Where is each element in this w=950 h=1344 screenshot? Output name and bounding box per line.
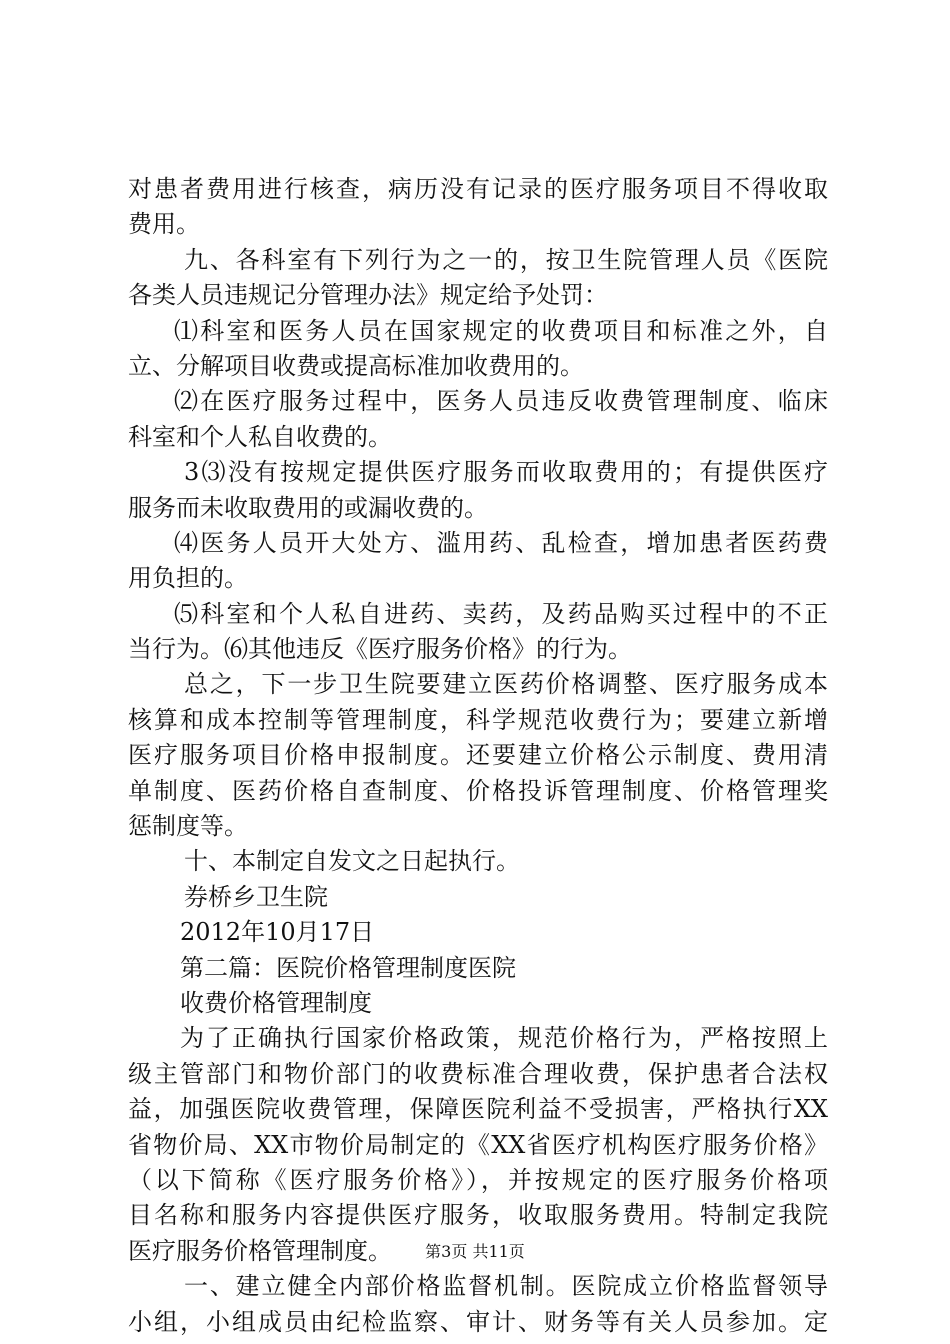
- text-line: 券桥乡卫生院: [184, 882, 328, 911]
- text-line: 一、建立健全内部价格监督机制。医院成立价格监督领导: [184, 1272, 828, 1301]
- text-line: 目名称和服务内容提供医疗服务，收取服务费用。特制定我院: [128, 1201, 828, 1230]
- text-line: 益，加强医院收费管理，保障医院利益不受损害，严格执行XX: [128, 1095, 828, 1124]
- text-line: 十、本制定自发文之日起执行。: [184, 847, 520, 876]
- text-line: 对患者费用进行核查，病历没有记录的医疗服务项目不得收取: [128, 175, 828, 203]
- text-line: 总之，下一步卫生院要建立医药价格调整、医疗服务成本: [184, 670, 828, 699]
- text-line: 各类人员违规记分管理办法》规定给予处罚：: [128, 281, 608, 310]
- text-line: 费用。: [128, 210, 200, 239]
- text-line: 惩制度等。: [128, 812, 248, 841]
- text-line: 九、各科室有下列行为之一的，按卫生院管理人员《医院: [184, 245, 828, 274]
- text-line: 用负担的。: [128, 564, 248, 593]
- text-line: 第二篇：医院价格管理制度医院: [180, 953, 516, 982]
- text-line: 医疗服务项目价格申报制度。还要建立价格公示制度、费用清: [128, 741, 828, 770]
- page-footer: 第3页 共11页: [425, 1242, 525, 1261]
- text-line: ⑷医务人员开大处方、滥用药、乱检查，增加患者医药费: [174, 528, 828, 557]
- text-line: 小组，小组成员由纪检监察、审计、财务等有关人员参加。定: [128, 1307, 828, 1336]
- text-line: 核算和成本控制等管理制度，科学规范收费行为；要建立新增: [128, 705, 828, 734]
- text-line: ⑵在医疗服务过程中，医务人员违反收费管理制度、临床: [174, 387, 828, 416]
- text-line: 2012年10月17日: [180, 918, 375, 947]
- text-line: 服务而未收取费用的或漏收费的。: [128, 493, 488, 522]
- text-line: 单制度、医药价格自查制度、价格投诉管理制度、价格管理奖: [128, 776, 828, 805]
- text-line: 科室和个人私自收费的。: [128, 422, 392, 451]
- text-line: 立、分解项目收费或提高标准加收费用的。: [128, 351, 584, 380]
- text-line: （以下简称《医疗服务价格》），并按规定的医疗服务价格项: [128, 1165, 828, 1194]
- text-line: 收费价格管理制度: [180, 988, 372, 1017]
- text-line: ⑴科室和医务人员在国家规定的收费项目和标准之外，自: [174, 316, 828, 345]
- text-line: 医疗服务价格管理制度。: [128, 1236, 392, 1265]
- text-line: 3⑶没有按规定提供医疗服务而收取费用的；有提供医疗: [184, 458, 828, 487]
- text-line: 级主管部门和物价部门的收费标准合理收费，保护患者合法权: [128, 1059, 828, 1088]
- text-line: ⑸科室和个人私自进药、卖药，及药品购买过程中的不正: [174, 599, 828, 628]
- text-line: 当行为。⑹其他违反《医疗服务价格》的行为。: [128, 635, 632, 664]
- document-body: [128, 172, 828, 1340]
- text-line: 省物价局、XX市物价局制定的《XX省医疗机构医疗服务价格》: [128, 1130, 828, 1159]
- text-line: 为了正确执行国家价格政策，规范价格行为，严格按照上: [180, 1024, 828, 1053]
